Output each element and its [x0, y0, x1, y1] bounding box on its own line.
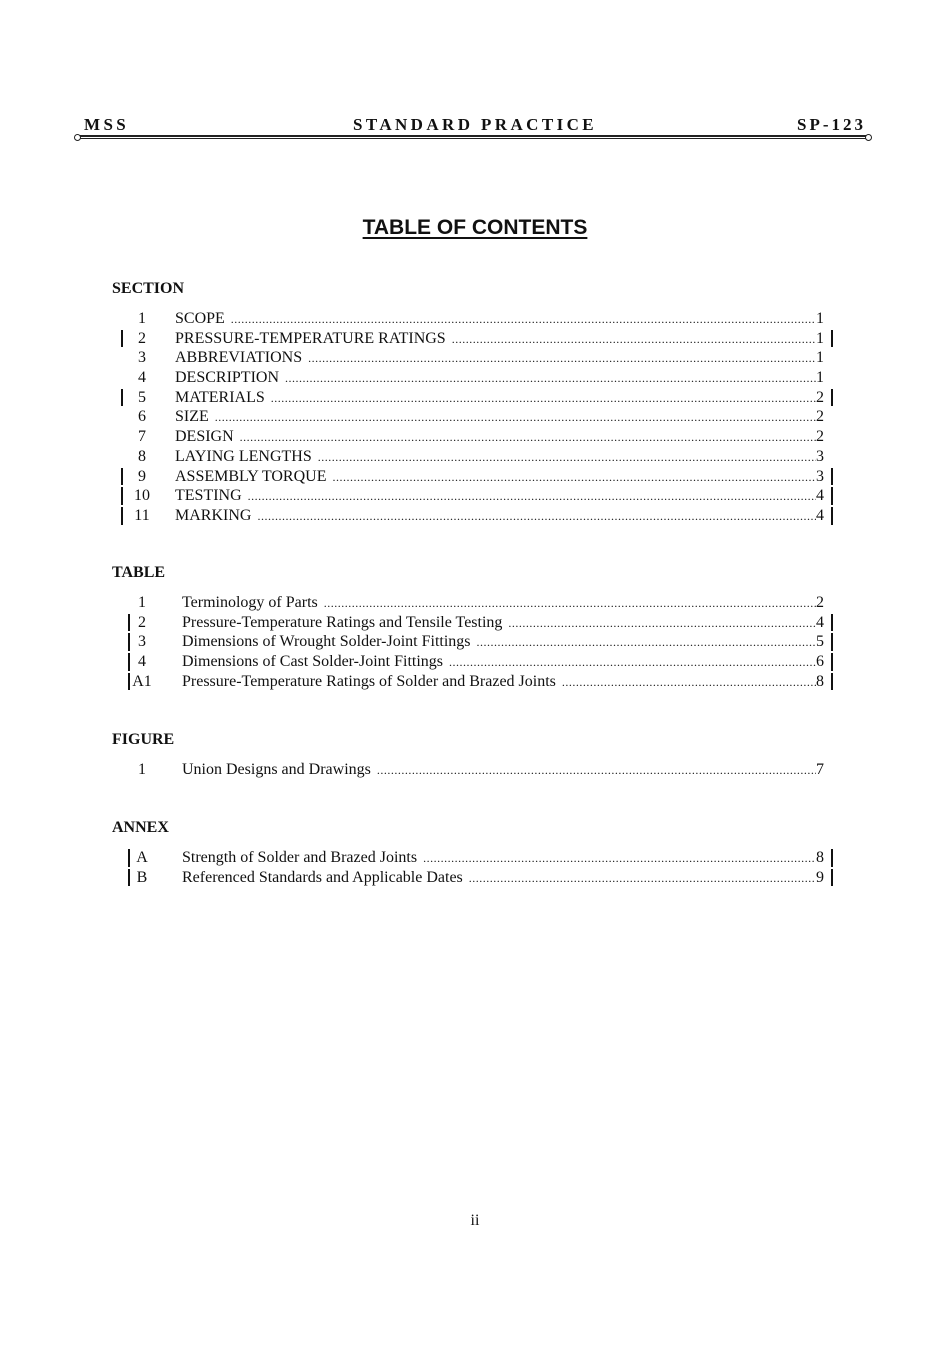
toc-entry[interactable] [0, 309, 950, 329]
toc-entry-line [182, 672, 824, 693]
toc-entry[interactable] [0, 868, 950, 888]
toc-entry[interactable] [0, 486, 950, 506]
toc-entry-number: 8 [138, 447, 146, 465]
toc-entry[interactable] [0, 672, 950, 692]
toc-entry[interactable] [0, 329, 950, 349]
dot-leader [469, 869, 816, 889]
toc-entry-line [182, 613, 824, 634]
dot-leader [452, 330, 816, 350]
toc-entry-title: Dimensions of Cast Solder-Joint Fittings [182, 653, 444, 671]
dot-leader [449, 653, 816, 673]
toc-entry-page: 1 [816, 329, 824, 347]
figure-group-label: FIGURE [112, 731, 175, 748]
annex-list [0, 848, 950, 887]
toc-entry-number: 3 [138, 349, 146, 367]
dot-leader [240, 428, 816, 448]
header-document-type: STANDARD PRACTICE [352, 115, 598, 134]
toc-entry-line [175, 348, 824, 369]
toc-entry-number: A1 [132, 672, 152, 690]
toc-entry[interactable] [0, 593, 950, 613]
dot-leader [285, 369, 816, 389]
toc-entry-number: 6 [138, 408, 146, 426]
page-title: TABLE OF CONTENTS [362, 216, 588, 239]
section-list [0, 309, 950, 526]
dot-leader [308, 349, 816, 369]
revision-bar-left [121, 389, 123, 407]
toc-entry-number: 10 [134, 487, 150, 505]
toc-entry-line [182, 652, 824, 673]
table-list [0, 593, 950, 691]
toc-entry-page: 2 [816, 428, 824, 446]
dot-leader [248, 487, 816, 507]
header-organization: MSS [84, 115, 130, 134]
annex-group-label: ANNEX [112, 819, 169, 836]
toc-entry-line [175, 506, 824, 527]
toc-entry-title: ASSEMBLY TORQUE [175, 467, 327, 485]
revision-bar-left [121, 330, 123, 348]
dot-leader [257, 507, 816, 527]
revision-bar-right [831, 869, 833, 887]
toc-entry[interactable] [0, 848, 950, 868]
toc-entry-page: 3 [816, 447, 824, 465]
toc-entry-number: 11 [134, 506, 150, 524]
toc-entry-page: 8 [816, 672, 824, 690]
toc-entry-page: 5 [816, 633, 824, 651]
toc-entry[interactable] [0, 467, 950, 487]
toc-entry-title: MARKING [175, 506, 252, 524]
toc-entry-number: 4 [138, 369, 146, 387]
toc-entry-number: 1 [138, 761, 146, 778]
toc-entry-line [175, 388, 824, 409]
toc-entry-line [175, 467, 824, 488]
toc-entry-title: SIZE [175, 408, 209, 426]
toc-entry[interactable] [0, 613, 950, 633]
toc-entry-page: 7 [816, 761, 824, 778]
toc-entry-line [175, 368, 824, 389]
toc-entry-title: MATERIALS [175, 388, 265, 406]
revision-bar-right [831, 849, 833, 867]
toc-entry-line [182, 848, 824, 869]
toc-entry-page: 4 [816, 506, 824, 524]
toc-entry-number: A [136, 849, 148, 866]
toc-entry-title: DESIGN [175, 428, 234, 446]
dot-leader [508, 614, 816, 634]
page-header [80, 113, 870, 135]
dot-leader [318, 448, 816, 468]
section-group-label: SECTION [112, 280, 185, 297]
revision-bar-right [831, 487, 833, 505]
dot-leader [271, 389, 816, 409]
toc-entry-page: 8 [816, 849, 824, 866]
toc-entry-page: 1 [816, 369, 824, 387]
toc-entry-page: 2 [816, 408, 824, 426]
dot-leader [477, 633, 816, 653]
toc-entry-number: 1 [138, 594, 146, 611]
toc-entry-number: 1 [138, 310, 146, 327]
toc-entry-line [182, 868, 824, 889]
revision-bar-right [831, 507, 833, 525]
toc-entry-page: 2 [816, 388, 824, 406]
revision-bar-right [831, 653, 833, 671]
toc-entry[interactable] [0, 632, 950, 652]
toc-entry-page: 6 [816, 653, 824, 671]
toc-entry-number: 3 [138, 633, 146, 651]
toc-entry-page: 3 [816, 467, 824, 485]
toc-entry-line [175, 447, 824, 468]
revision-bar-left [121, 507, 123, 525]
dot-leader [215, 408, 816, 428]
toc-entry-title: Terminology of Parts [182, 594, 318, 611]
toc-entry-number: 2 [138, 613, 146, 631]
toc-entry-number: 2 [138, 329, 146, 347]
toc-entry-page: 1 [816, 349, 824, 367]
toc-entry-page: 1 [816, 310, 824, 327]
toc-entry[interactable] [0, 506, 950, 526]
toc-entry-title: LAYING LENGTHS [175, 447, 312, 465]
page-number: ii [470, 1212, 480, 1229]
toc-entry[interactable] [0, 447, 950, 467]
toc-entry-title: ABBREVIATIONS [175, 349, 303, 367]
revision-bar-right [831, 633, 833, 651]
toc-entry-number: B [136, 868, 148, 886]
toc-entry[interactable] [0, 407, 950, 427]
toc-entry-page: 9 [816, 868, 824, 886]
toc-entry-line [175, 407, 824, 428]
toc-entry-title: SCOPE [175, 310, 225, 327]
header-document-number: SP-123 [797, 115, 866, 134]
toc-entry-number: 4 [138, 653, 146, 671]
dot-leader [231, 310, 816, 330]
toc-entry-line [182, 760, 824, 781]
toc-entry-title: TESTING [175, 487, 242, 505]
toc-entry-line [182, 593, 824, 614]
toc-entry[interactable] [0, 760, 950, 780]
toc-entry-line [175, 486, 824, 507]
table-group-label: TABLE [112, 564, 166, 581]
toc-entry[interactable] [0, 368, 950, 388]
toc-entry-line [175, 427, 824, 448]
toc-entry-line [175, 309, 824, 330]
toc-entry-page: 2 [816, 594, 824, 611]
dot-leader [423, 849, 816, 869]
toc-entry-line [175, 329, 824, 350]
toc-entry-page: 4 [816, 487, 824, 505]
toc-entry-number: 9 [138, 467, 146, 485]
revision-bar-right [831, 673, 833, 691]
toc-entry[interactable] [0, 348, 950, 368]
header-rule [78, 135, 868, 139]
dot-leader [332, 468, 816, 488]
dot-leader [377, 761, 816, 781]
toc-entry-number: 7 [138, 428, 146, 446]
toc-entry-title: Strength of Solder and Brazed Joints [182, 849, 418, 866]
toc-entry[interactable] [0, 427, 950, 447]
revision-bar-left [121, 487, 123, 505]
toc-entry-title: Dimensions of Wrought Solder-Joint Fittings [182, 633, 471, 651]
toc-entry-title: DESCRIPTION [175, 369, 280, 387]
revision-bar-right [831, 468, 833, 486]
toc-entry-title: Referenced Standards and Applicable Dates [182, 868, 463, 886]
toc-entry-title: Union Designs and Drawings [182, 761, 371, 778]
toc-entry[interactable] [0, 652, 950, 672]
toc-entry-page: 4 [816, 613, 824, 631]
toc-entry-title: Pressure-Temperature Ratings and Tensile Testing [182, 613, 503, 631]
toc-entry-line [182, 632, 824, 653]
toc-entry[interactable] [0, 388, 950, 408]
toc-entry-number: 5 [138, 388, 146, 406]
revision-bar-right [831, 614, 833, 632]
revision-bar-right [831, 330, 833, 348]
figure-list [0, 760, 950, 780]
toc-entry-title: PRESSURE-TEMPERATURE RATINGS [175, 329, 446, 347]
dot-leader [562, 673, 816, 693]
dot-leader [324, 594, 816, 614]
toc-entry-title: Pressure-Temperature Ratings of Solder and Brazed Joints [182, 672, 556, 690]
revision-bar-left [121, 468, 123, 486]
revision-bar-right [831, 389, 833, 407]
